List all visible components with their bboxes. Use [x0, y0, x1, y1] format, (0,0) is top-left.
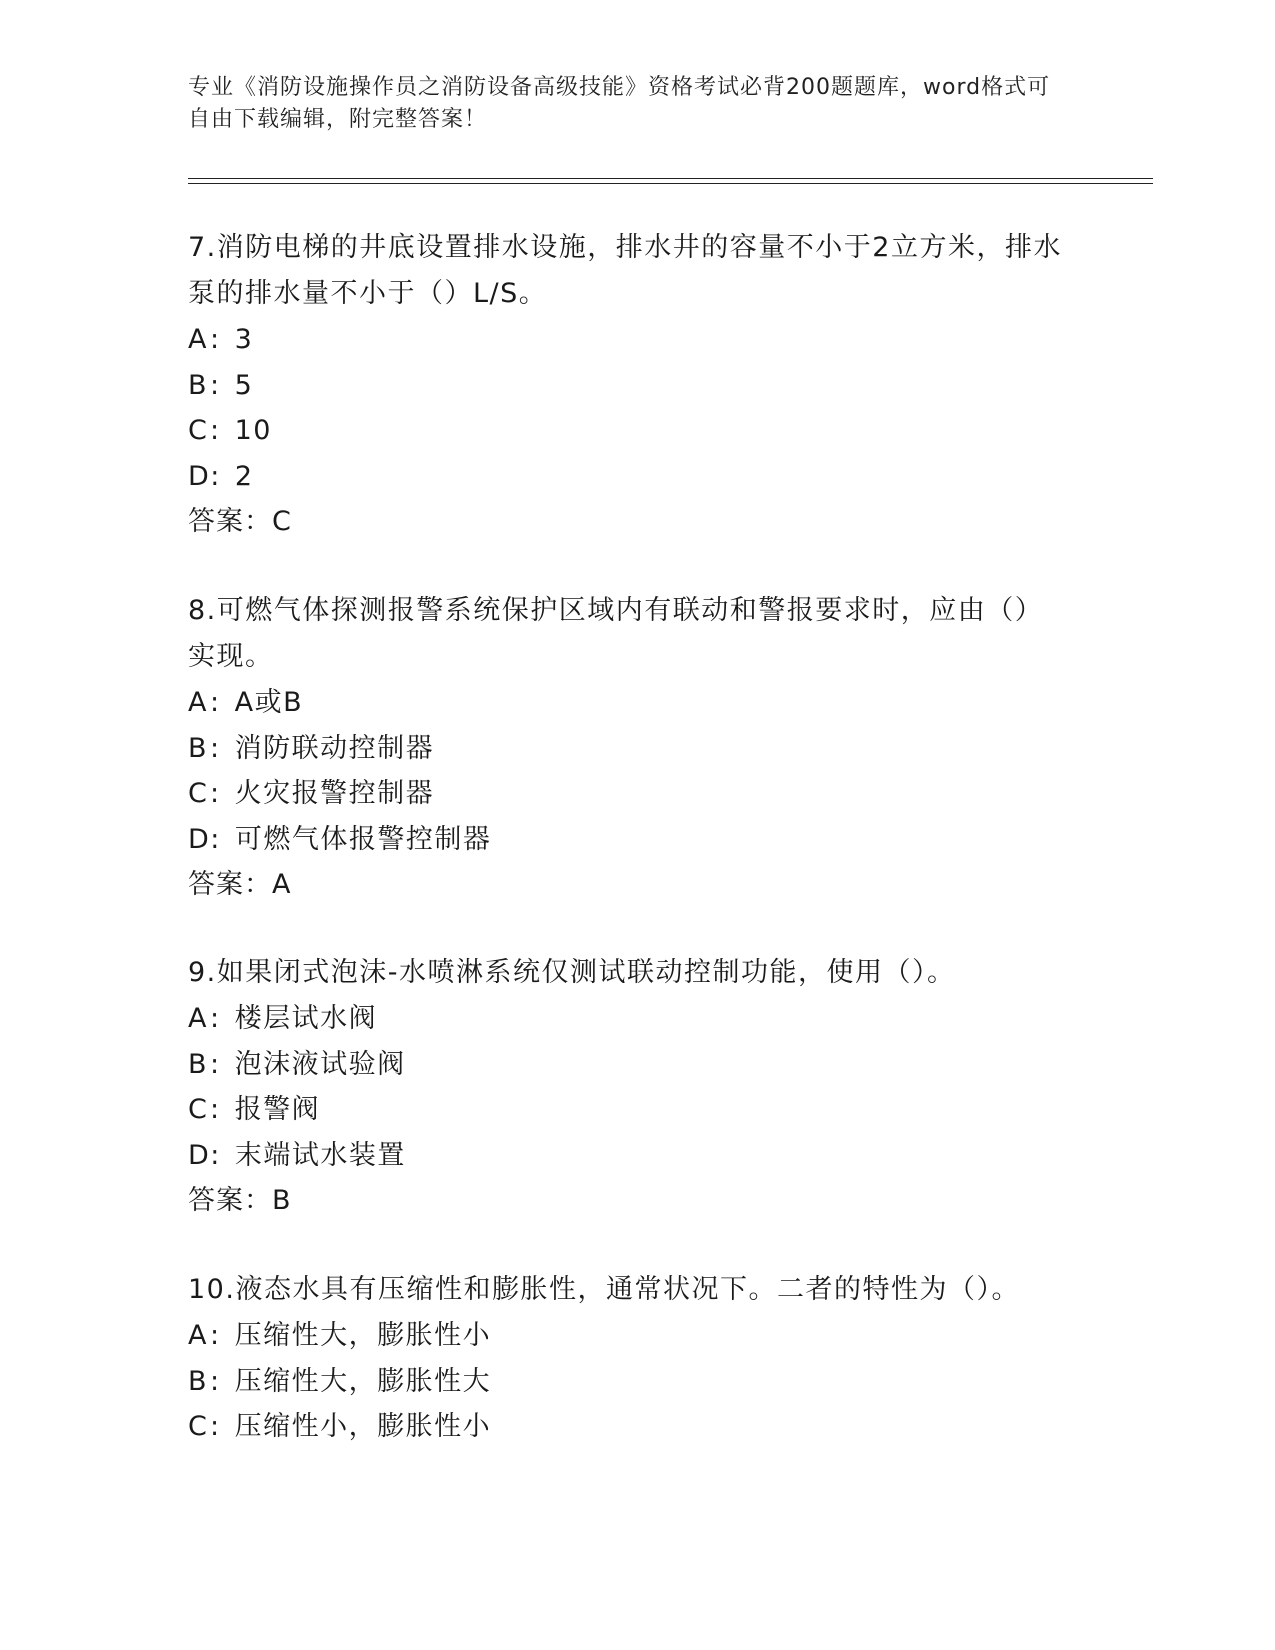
option-a: A: 3	[188, 324, 254, 355]
question-block	[188, 588, 1068, 908]
option-b: B: 泡沫液试验阀	[188, 1048, 406, 1080]
option-a: A: 楼层试水阀	[188, 1003, 378, 1034]
question-stem: 10.液态水具有压缩性和膨胀性，通常状况下。二者的特性为（）。	[188, 1274, 1020, 1305]
question-block	[188, 1267, 1068, 1450]
option-b: B: 消防联动控制器	[188, 732, 435, 764]
answer-line: 答案：B	[188, 1185, 292, 1216]
option-text: 末端试水装置	[234, 1139, 406, 1171]
answer-line: 答案：C	[188, 506, 292, 537]
option-c: C: 10	[188, 415, 272, 446]
header-divider-bottom	[188, 183, 1153, 184]
question-stem: 9.如果闭式泡沫-水喷淋系统仅测试联动控制功能，使用（）。	[188, 957, 956, 988]
option-text: 泡沫液试验阀	[234, 1048, 406, 1080]
option-b: B: 5	[188, 369, 254, 401]
option-text: 压缩性大，膨胀性大	[234, 1365, 492, 1397]
option-text: 5	[234, 369, 254, 401]
option-b: B: 压缩性大，膨胀性大	[188, 1365, 492, 1397]
question-stem: 8.可燃气体探测报警系统保护区域内有联动和警报要求时，应由（）实现。	[188, 595, 1044, 672]
option-text: 报警阀	[234, 1094, 321, 1125]
option-a: A: 压缩性大，膨胀性小	[188, 1320, 492, 1351]
option-text: 压缩性大，膨胀性小	[234, 1320, 492, 1351]
question-stem: 7.消防电梯的井底设置排水设施，排水井的容量不小于2立方米，排水泵的排水量不小于（）L/S。	[188, 232, 1062, 309]
header-divider-top	[188, 178, 1153, 179]
option-text: 3	[234, 324, 254, 355]
option-c: C: 报警阀	[188, 1094, 321, 1125]
question-block	[188, 225, 1068, 545]
option-d: D: 2	[188, 460, 254, 492]
question-block	[188, 950, 1068, 1224]
answer-line: 答案：A	[188, 869, 292, 900]
option-text: 压缩性小，膨胀性小	[234, 1411, 492, 1442]
option-c: C: 压缩性小，膨胀性小	[188, 1411, 492, 1442]
option-d: D: 末端试水装置	[188, 1139, 406, 1171]
option-text: 消防联动控制器	[234, 732, 435, 764]
option-text: 10	[234, 415, 272, 446]
option-c: C: 火灾报警控制器	[188, 778, 435, 809]
option-d: D: 可燃气体报警控制器	[188, 823, 492, 855]
option-text: 火灾报警控制器	[234, 778, 435, 809]
document-header: 专业《消防设施操作员之消防设备高级技能》资格考试必背200题题库，word格式可自由下载编辑，附完整答案！	[188, 75, 1051, 132]
option-a: A: A或B	[188, 687, 304, 718]
option-text: 楼层试水阀	[234, 1003, 378, 1034]
option-text: 可燃气体报警控制器	[234, 823, 492, 855]
option-text: 2	[234, 460, 254, 492]
option-text: A或B	[234, 687, 304, 718]
